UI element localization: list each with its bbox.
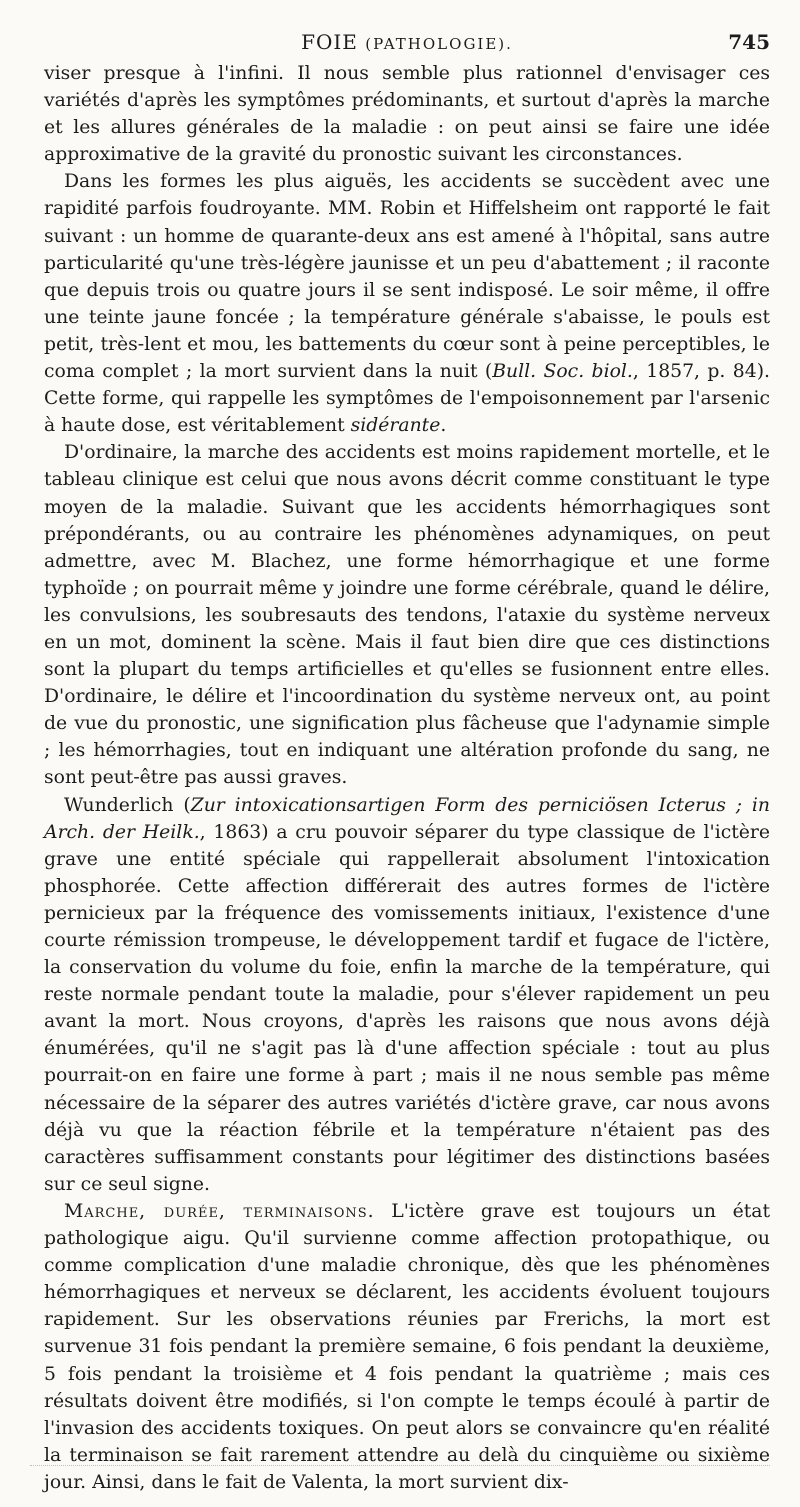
- italic-citation: sidérante: [350, 415, 441, 437]
- page-header: [44, 30, 770, 58]
- text-run: , 1857, p. 84). Cette forme, qui rappelle les symptômes de l'empoisonnement par l'arsenic à haute dose, est véritablement: [44, 361, 770, 437]
- text-run: .: [440, 415, 447, 437]
- running-head-subtitle: (PATHOLOGIE).: [365, 35, 513, 53]
- paragraph-2: [44, 168, 770, 439]
- text-run: Dans les formes les plus aiguës, les accidents se succèdent avec une rapidité parfois foudroyante. MM. Robin et Hiffelsheim ont rapporté le fait suivant : un homme de quarante-deux ans est amené à l'hôpital, sans autre particularité qu'une très-légère jaunisse et un peu d'abattement ; il raconte que depuis trois ou quatre jours il se sent indisposé. Le soir même, il offre une teinte jaune foncée ; la température générale s'abaisse, le pouls est petit, très-lent et mou, les battements du cœur sont à peine perceptibles, le coma complet ; la mort survient dans la nuit (: [44, 171, 770, 383]
- text-run: , 1863) a cru pouvoir séparer du type classique de l'ictère grave une entité spéciale qui rappellerait absolument l'intoxication phosphorée. Cette affection différerait des autres formes de l'ictère pernicieux par la fréquence des vomissements initiaux, l'existence d'une courte rémission trompeuse, le développement tardif et fugace de l'ictère, la conservation du volume du foie, enfin la marche de la température, qui reste normale pendant toute la maladie, pour s'élever rapidement un peu avant la mort. Nous croyons, d'après les raisons que nous avons déjà énumérées, qu'il ne s'agit pas là d'une affection spéciale : tout au plus pourrait-on en faire une forme à part ; mais il ne nous semble pas même nécessaire de la séparer des autres variétés d'ictère grave, car nous avons déjà vu que la réaction fébrile et la température n'étaient pas des caractères suffisamment constants pour légitimer des distinctions basées sur ce seul signe.: [44, 821, 770, 1195]
- paragraph-4: [44, 792, 770, 1198]
- page-number: 745: [728, 30, 770, 54]
- italic-citation: Zur intoxicationsartigen Form des perniciösen Icterus ; in Arch. der Heilk.: [44, 794, 770, 843]
- paragraph-5: [44, 1198, 770, 1496]
- paragraph-1: [44, 60, 770, 168]
- running-head: [44, 30, 770, 54]
- text-body: [44, 60, 770, 1496]
- paragraph-3: [44, 439, 770, 791]
- text-run: viser presque à l'infini. Il nous semble plus rationnel d'envisager ces variétés d'après les symptômes prédominants, et surtout d'après la marche et les allures générales de la maladie : on peut ainsi se faire une idée approximative de la gravité du pronostic suivant les circonstances.: [44, 63, 770, 166]
- text-run: D'ordinaire, la marche des accidents est moins rapidement mortelle, et le tableau clinique est celui que nous avons décrit comme constituant le type moyen de la maladie. Suivant que les accidents hémorrhagiques sont prépondérants, ou au contraire les phénomènes adynamiques, on peut admettre, avec M. Blachez, une forme hémorrhagique et une forme typhoïde ; on pourrait même y joindre une forme cérébrale, quand le délire, les convulsions, les soubresauts des tendons, l'ataxie du système nerveux en un mot, dominent la scène. Mais il faut bien dire que ces distinctions sont la plupart du temps artificielles et qu'elles se fusionnent entre elles. D'ordinaire, le délire et l'incoordination du système nerveux ont, au point de vue du pronostic, une signification plus fâcheuse que l'adynamie simple ; les hémorrhagies, tout en indiquant une altération profonde du sang, ne sont peut-être pas aussi graves.: [44, 442, 770, 789]
- section-lead-in: Marche, durée, terminaisons.: [64, 1200, 375, 1222]
- italic-citation: Bull. Soc. biol.: [492, 361, 633, 383]
- running-head-title: FOIE: [301, 30, 358, 54]
- text-run: Wunderlich (: [64, 794, 191, 816]
- footer-dotted-rule: [30, 1465, 770, 1466]
- text-run: L'ictère grave est toujours un état pathologique aigu. Qu'il survienne comme affection protopathique, ou comme complication d'une maladie chronique, dès que les phénomènes hémorrhagiques et nerveux se déclarent, les accidents évoluent toujours rapidement. Sur les observations réunies par Frerichs, la mort est survenue 31 fois pendant la première semaine, 6 fois pendant la deuxième, 5 fois pendant la troisième et 4 fois pendant la quatrième ; mais ces résultats doivent être modifiés, si l'on compte le temps écoulé à partir de l'invasion des accidents toxiques. On peut alors se convaincre qu'en réalité la terminaison se fait rarement attendre au delà du cinquième ou sixième jour. Ainsi, dans le fait de Valenta, la mort survient dix-: [44, 1200, 770, 1493]
